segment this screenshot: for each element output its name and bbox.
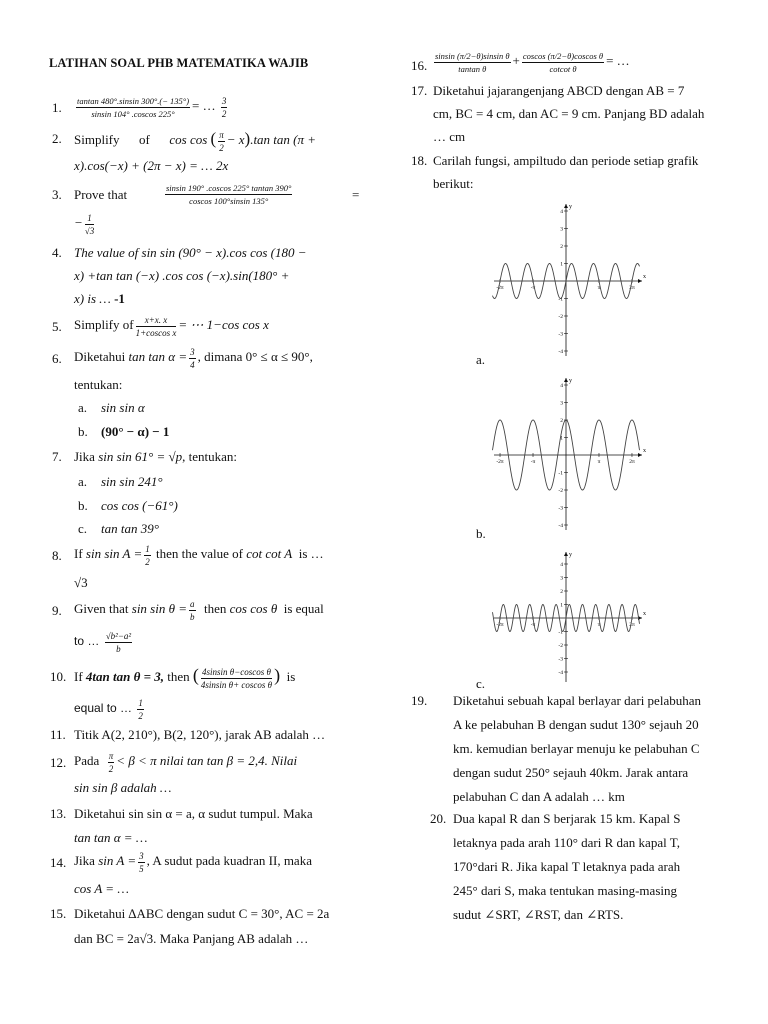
x-axis-arrow	[638, 279, 642, 283]
question-16: 16.	[411, 58, 428, 73]
graph-b-label: b.	[476, 526, 486, 541]
graph-c-label: c.	[476, 676, 486, 691]
y-axis-arrow	[564, 204, 568, 208]
question-2-line2: x).cos(−x) + (2π − x) = … 2x	[74, 158, 229, 173]
question-15-line1: Diketahui ∆ABC dengan sudut C = 30°, AC = 2a	[74, 906, 330, 921]
x-tick-label: 2π	[629, 285, 635, 291]
q7-c-label: c.	[78, 521, 88, 536]
question-4-line1: The value of sin sin (90° − x).cos cos (180 −	[74, 245, 307, 260]
question-8: 8.	[52, 548, 62, 563]
y-tick-label: -3	[558, 656, 563, 663]
x-tick-label: π	[597, 622, 601, 628]
question-19-line4: dengan sudut 250° sejauh 40km. Jarak antara	[453, 765, 689, 780]
x-axis-label: x	[643, 448, 646, 454]
y-tick-label: -3	[558, 505, 563, 512]
question-11-text: Titik A(2, 210°), B(2, 120°), jarak AB adalah …	[74, 727, 326, 742]
question-9-body: Given that sin sin θ = $\frac{a}{b}$ then cos cos θ is equal	[74, 598, 324, 622]
question-20-line3: 170°dari R. Jika kapal T letaknya pada arah	[453, 859, 681, 874]
question-12-body: Pada $\frac{\pi}{2}$ < β < π nilai tan tan β = 2,4. Nilai	[74, 750, 298, 774]
question-17-line1: Diketahui jajarangenjang ABCD dengan AB = 7	[433, 83, 685, 98]
y-tick-label: 1	[560, 261, 563, 268]
y-tick-label: 1	[560, 602, 563, 609]
question-15: 15.	[50, 906, 67, 921]
question-5-body: Simplify of $\frac{x+x. x}{\text{1+coscos x}}$ = ⋯ 1−cos cos x	[74, 314, 269, 338]
question-20-line1: Dua kapal R dan S berjarak 15 km. Kapal S	[453, 811, 681, 826]
question-13-line2: tan tan α = …	[74, 830, 148, 845]
q7-b-label: b.	[78, 498, 88, 513]
question-17: 17.	[411, 83, 428, 98]
y-tick-label: 4	[560, 562, 563, 568]
y-tick-label: -3	[558, 331, 563, 338]
q7-c-text: tan tan 39°	[101, 521, 159, 536]
question-15-line2: dan BC = 2a√3. Maka Panjang AB adalah …	[74, 931, 309, 946]
y-axis-label: y	[569, 204, 572, 210]
x-tick-label: 2π	[629, 459, 635, 465]
question-10: 10.	[50, 669, 67, 684]
question-19-line5: pelabuhan C dan A adalah … km	[453, 789, 625, 804]
y-axis-arrow	[564, 378, 568, 382]
graph-b	[490, 372, 650, 534]
question-20-line5: sudut ∠SRT, ∠RST, dan ∠RTS.	[453, 907, 624, 922]
question-14: 14.	[50, 855, 67, 870]
question-13-line1: Diketahui sin sin α = a, α sudut tumpul. Maka	[74, 806, 313, 821]
question-12-line2: sin sin β adalah …	[74, 780, 172, 795]
y-tick-label: -4	[558, 523, 563, 529]
question-4-line2: x) +tan tan (−x) .cos cos (−x).sin(180° +	[74, 268, 290, 283]
y-axis-label: y	[569, 378, 572, 384]
question-2: 2.	[52, 131, 62, 146]
q1-answer: $\frac{3}{2}$	[221, 95, 227, 119]
y-tick-label: -1	[558, 629, 563, 636]
x-tick-label: -π	[530, 459, 536, 465]
question-14-body: Jika sin A = $\frac{3}{5}$ , A sudut pada kuadran II, maka	[74, 850, 312, 874]
y-tick-label: 2	[560, 418, 563, 424]
question-18-line1: Carilah fungsi, ampiltudo dan periode setiap grafik	[433, 153, 699, 168]
y-tick-label: -2	[558, 314, 563, 320]
question-19-line3: km. kemudian berlayar menuju ke pelabuhan C	[453, 741, 700, 756]
y-tick-label: 3	[560, 226, 563, 233]
question-6-body: Diketahui tan tan α = $\frac{3}{4}$ , dimana 0° ≤ α ≤ 90°,	[74, 346, 313, 370]
question-17-line2: cm, BC = 4 cm, dan AC = 9 cm. Panjang BD adalah	[433, 106, 705, 121]
graph-c	[490, 546, 650, 686]
x-tick-label: -π	[530, 285, 536, 291]
q7-a-label: a.	[78, 474, 88, 489]
question-3: 3.	[52, 187, 62, 202]
y-tick-label: -1	[558, 296, 563, 303]
question-19: 19.	[411, 693, 428, 708]
x-tick-label: -π	[530, 622, 536, 628]
y-tick-label: 3	[560, 575, 563, 582]
question-1: 1.	[52, 100, 62, 115]
question-19-line2: A ke pelabuhan B dengan sudut 130° sejauh 20	[453, 717, 699, 732]
question-17-line3: … cm	[433, 129, 466, 144]
question-4: 4.	[52, 245, 62, 260]
question-19-line1: Diketahui sebuah kapal berlayar dari pelabuhan	[453, 693, 701, 708]
y-tick-label: 2	[560, 244, 563, 250]
q6-b-label: b.	[78, 424, 88, 439]
x-tick-label: -2π	[496, 459, 504, 465]
y-tick-label: 1	[560, 435, 563, 442]
question-18: 18.	[411, 153, 428, 168]
y-tick-label: 4	[560, 209, 563, 215]
x-tick-label: -2π	[496, 285, 504, 291]
question-10-line2: equal to … $\frac{1}{2}$	[74, 697, 143, 721]
x-axis-label: x	[643, 274, 646, 280]
q6-a-text: sin sin α	[101, 400, 145, 415]
y-axis-arrow	[564, 552, 568, 556]
x-tick-label: 2π	[629, 622, 635, 628]
y-tick-label: -2	[558, 643, 563, 649]
y-tick-label: -4	[558, 349, 563, 355]
q1-fraction: $\frac{\text{tantan 480°.sinsin 300°.(− 135°)}}{\text{sinsin 104° .coscos 225°}}$	[77, 95, 190, 119]
question-9-line2: to … $\frac{\text{√b²−a²}}{b}$	[74, 630, 132, 654]
question-20-line4: 245° dari S, maka tentukan masing-masing	[453, 883, 677, 898]
q6-a-label: a.	[78, 400, 88, 415]
q7-b-text: cos cos (−61°)	[101, 498, 178, 513]
x-tick-label: π	[597, 285, 601, 291]
question-18-line2: berikut:	[433, 176, 474, 191]
graph-a-label: a.	[476, 352, 486, 367]
y-tick-label: -2	[558, 488, 563, 494]
y-tick-label: 4	[560, 383, 563, 389]
y-axis-label: y	[569, 552, 572, 558]
page-title: LATIHAN SOAL PHB MATEMATIKA WAJIB	[49, 56, 309, 70]
x-tick-label: -2π	[496, 622, 504, 628]
question-10-body: If 4tan tan θ = 3, then ( $\frac{\text{4sinsin θ−coscos θ}}{\text{4sinsin θ+ coscos θ}}$ ) is	[74, 665, 296, 690]
question-13: 13.	[50, 806, 67, 821]
question-9: 9.	[52, 603, 62, 618]
graph-a	[490, 198, 650, 360]
question-7: 7.	[52, 449, 62, 464]
q7-a-text: sin sin 241°	[101, 474, 163, 489]
question-1-body: $\frac{\text{tantan 480°.sinsin 300°.(− 135°)}}{\text{sinsin 104° .coscos 225°}}$ = … $\frac{3}{2}$	[77, 95, 227, 119]
x-tick-label: π	[597, 459, 601, 465]
question-4-line3: x) is … -1	[74, 291, 125, 306]
question-20-line2: letaknya pada arah 110° dari R dan kapal T,	[453, 835, 680, 850]
question-6-line2: tentukan:	[74, 377, 123, 392]
question-3-fraction: $\frac{\text{sinsin 190° .coscos 225° tantan 390°}}{\text{coscos 100°sinsin 135°}}$	[166, 182, 292, 206]
question-5: 5.	[52, 319, 62, 334]
question-11: 11.	[50, 727, 66, 742]
x-axis-label: x	[643, 611, 646, 617]
y-tick-label: 3	[560, 400, 563, 407]
question-3-line2: − $\frac{1}{√3}$	[74, 212, 95, 236]
question-16-body: $\frac{\text{sinsin (π/2−θ)sinsin θ}}{\text{tantan θ}}$ + $\frac{\text{coscos (π/2−θ)coscos θ}}{\text{cotcot θ}}$ = …	[435, 50, 630, 74]
y-tick-label: 2	[560, 589, 563, 595]
question-3-equals: =	[352, 187, 360, 202]
question-8-answer: √3	[74, 575, 88, 590]
y-tick-label: -4	[558, 670, 563, 676]
question-6: 6.	[52, 351, 62, 366]
question-2-body: Simplify of cos cos ( $\frac{\pi}{2}$ − x).tan tan (π +	[74, 129, 317, 153]
q6-b-text: (90° − α) − 1	[101, 424, 170, 439]
question-12: 12.	[50, 755, 67, 770]
question-8-body: If sin sin A = $\frac{1}{2}$ then the value of cot cot A is …	[74, 543, 324, 567]
question-14-line2: cos A = …	[74, 881, 129, 896]
question-3-prove: Prove that	[74, 187, 128, 202]
question-20: 20.	[430, 811, 447, 826]
question-7-body: Jika sin sin 61° = √p, tentukan:	[74, 449, 238, 464]
x-axis-arrow	[638, 453, 642, 457]
y-tick-label: -1	[558, 470, 563, 477]
